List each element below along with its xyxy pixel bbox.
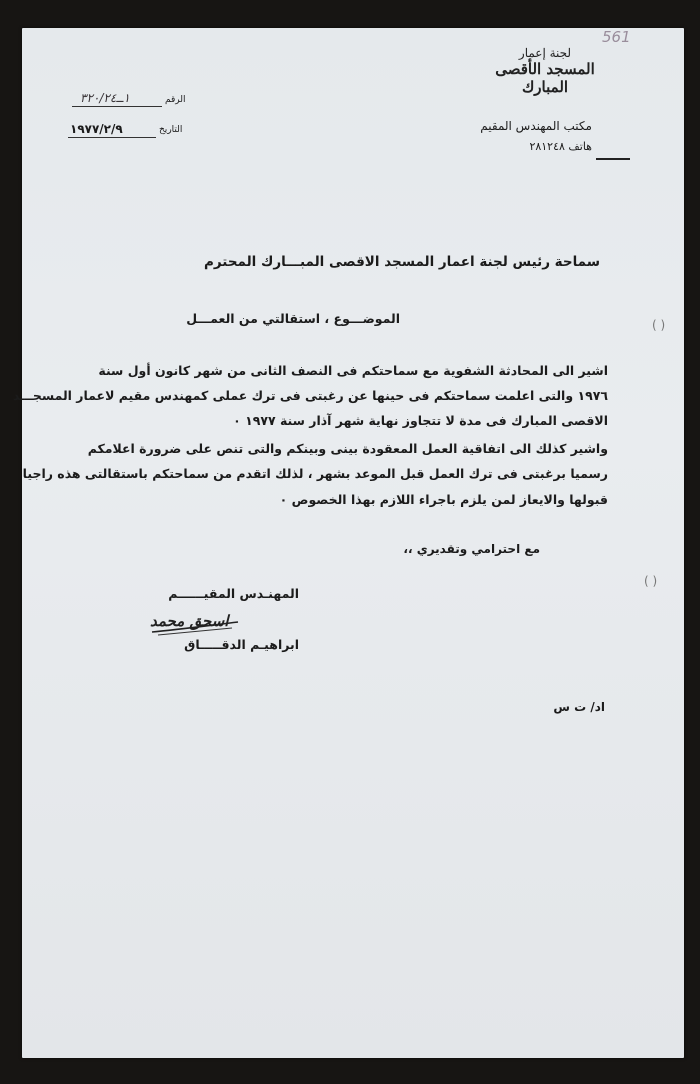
letterhead-phone: هاتف ٢٨١٢٤٨ <box>529 140 592 153</box>
letterhead-org-line1: لجنة إعمار <box>518 46 572 60</box>
body-line-5: رسميا برغبتى فى ترك العمل قبل الموعد بشهر ، لذلك اتقدم من سماحتكم باستقالتى هذه راجيا <box>22 466 608 481</box>
number-value: ١ــ٣٢٠/٢٤ <box>80 91 130 105</box>
body-line-2: ١٩٧٦ والتى اعلمت سماحتكم فى حينها عن رغبتى فى ترك عملى كمهندس مقيم لاعمار المسجـــد <box>12 388 608 403</box>
body-line-4: واشير كذلك الى اتفاقية العمل المعقودة بينى وبينكم والتى تنص على ضرورة اعلامكم <box>87 441 608 456</box>
number-label: الرقم <box>165 95 186 105</box>
number-underline <box>72 106 162 107</box>
margin-mark: ( ) <box>652 318 666 332</box>
letterhead-office: مكتب المهندس المقيم <box>480 119 592 133</box>
reference-initials: اد/ ت س <box>553 700 605 714</box>
handwritten-signature: اسحق محمد <box>150 612 229 630</box>
addressee-line: سماحة رئيس لجنة اعمار المسجد الاقصى المبـــارك المحترم <box>204 254 600 270</box>
signature-title: المهنـدس المقيــــــم <box>168 586 299 601</box>
signatory-name: ابراهيـم الدقـــــاق <box>184 637 299 652</box>
archive-number: 561 <box>602 28 631 46</box>
date-value: ١٩٧٧/٢/٩ <box>70 122 123 136</box>
letterhead-divider <box>596 158 630 160</box>
date-label: التاريخ <box>159 125 183 135</box>
letterhead-org-line2: المسجد الأقصى المبارك <box>495 60 595 96</box>
body-line-1: اشير الى المحادثة الشفوية مع سماحتكم فى النصف الثانى من شهر كانون أول سنة <box>98 363 608 378</box>
letter-paper <box>22 28 684 1058</box>
body-line-6: قبولها والايعاز لمن يلزم باجراء اللازم بهذا الخصوص ٠ <box>279 492 608 507</box>
signature-stroke <box>150 618 240 638</box>
letterhead-logo <box>490 46 600 96</box>
closing-line: مع احترامي وتقديري ،، <box>403 542 540 556</box>
margin-mark: ( ) <box>644 574 658 588</box>
body-line-3: الاقصى المبارك فى مدة لا تتجاوز نهاية شهر آذار سنة ١٩٧٧ ٠ <box>233 413 608 428</box>
subject-line: الموضـــوع ، استقالتي من العمـــل <box>186 311 400 326</box>
date-underline <box>68 137 156 138</box>
